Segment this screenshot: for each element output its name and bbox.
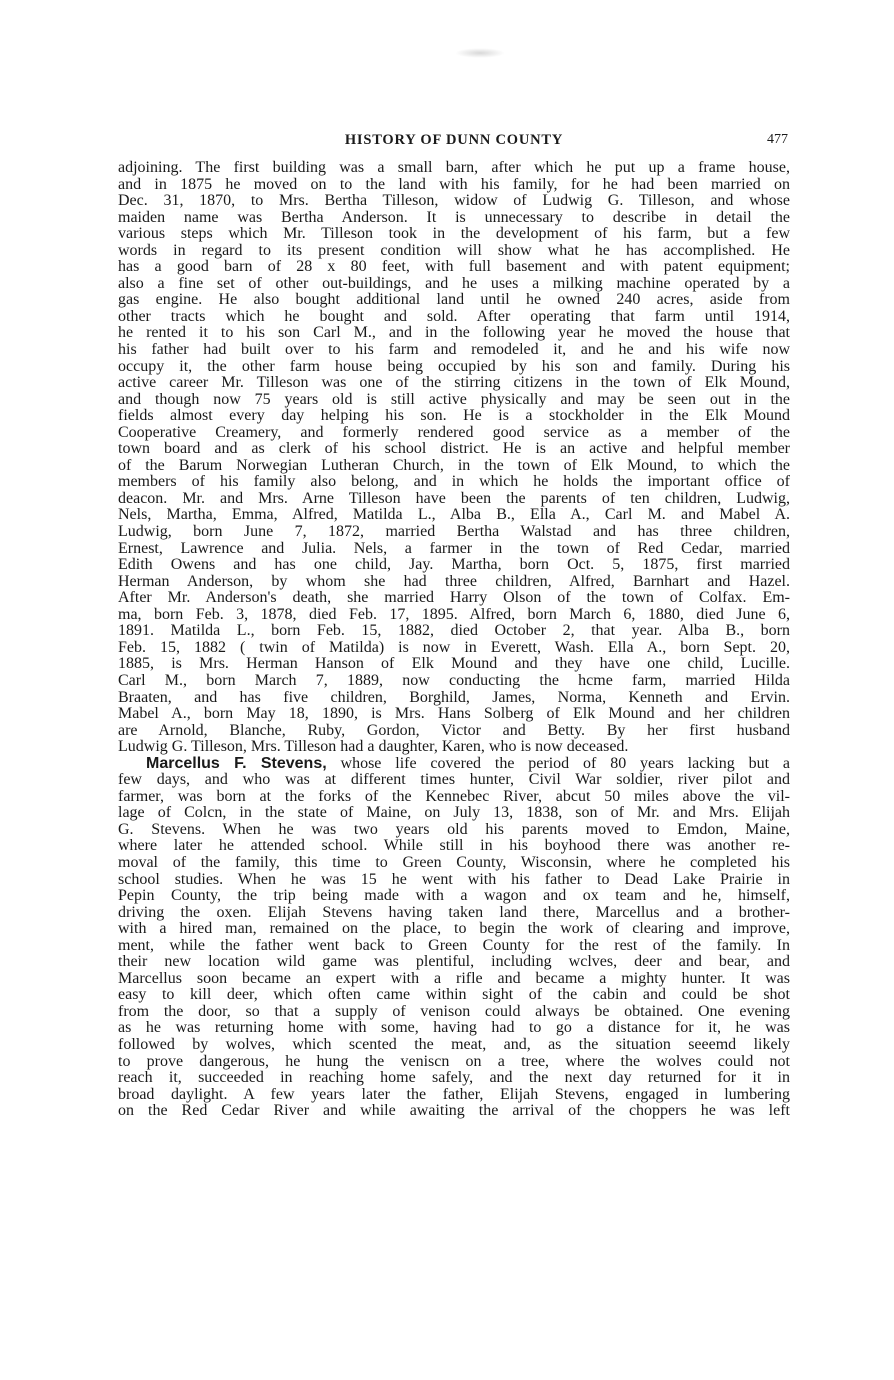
text-line: After Mr. Anderson's death, she married Harry Olson of the town of Colfax. Em-: [118, 589, 790, 607]
text-line: Pepin County, the trip being made with a wagon and ox team and he, himself,: [118, 887, 790, 905]
text-line: Carl M., born March 7, 1889, now conducting the hcme farm, married Hilda: [118, 671, 790, 689]
text-line: Edith Owens and has one child, Jay. Martha, born Oct. 5, 1875, first married: [118, 556, 790, 574]
text-line: Dec. 31, 1870, to Mrs. Bertha Tilleson, widow of Ludwig G. Tilleson, and whose: [118, 192, 790, 210]
text-line: deacon. Mr. and Mrs. Arne Tilleson have been the parents of ten children, Ludwig,: [118, 489, 790, 507]
text-line: adjoining. The first building was a small barn, after which he put up a frame house,: [118, 159, 790, 176]
text-line: maiden name was Bertha Anderson. It is unnecessary to describe in detail the: [118, 208, 790, 226]
text-line: Nels, Martha, Emma, Alfred, Matilda L., Alba B., Ella A., Carl M. and Mabel A.: [118, 506, 790, 524]
text-line: moval of the family, this time to Green County, Wisconsin, where he completed his: [118, 853, 790, 871]
text-line: Braaten, and has five children, Borghild, James, Norma, Kenneth and Ervin.: [118, 688, 790, 706]
page-header: [120, 132, 788, 154]
text-line: lage of Colcn, in the state of Maine, on July 13, 1838, son of Mr. and Mrs. Elijah: [118, 804, 790, 822]
scan-smudge: [455, 48, 505, 58]
text-line: where later he attended school. While still in his boyhood there was another re-: [118, 837, 790, 855]
text-line: are Arnold, Blanche, Ruby, Gordon, Victor and Betty. By her first husband: [118, 721, 790, 739]
text-line: Ludwig, born June 7, 1872, married Bertha Walstad and has three children,: [118, 523, 790, 541]
text-line: ma, born Feb. 3, 1878, died Feb. 17, 1895. Alfred, born March 6, 1880, died June 6,: [118, 605, 790, 623]
text-line: Ludwig G. Tilleson, Mrs. Tilleson had a daughter, Karen, who is now deceased.: [118, 738, 629, 756]
text-line: Marcellus soon became an expert with a rifle and became a mighty hunter. It was: [118, 969, 790, 987]
text-line: G. Stevens. When he was two years old his parents moved to Emdon, Maine,: [118, 820, 790, 838]
text-line: Herman Anderson, by whom she had three children, Alfred, Barnhart and Hazel.: [118, 572, 790, 590]
text-line: driving the oxen. Elijah Stevens having taken land there, Marcellus and a brother-: [118, 903, 790, 921]
text-line: Mabel A., born May 18, 1890, is Mrs. Hans Solberg of Elk Mound and her children: [118, 705, 790, 723]
text-line: his father had built over to his farm and remodeled it, and he and his wife now: [118, 341, 790, 359]
text-line: and though now 75 years old is still active physically and may be seen out in the: [118, 390, 790, 408]
body-text: [118, 160, 790, 1120]
text-line: from the door, so that a supply of venison could always be obtained. One evening: [118, 1002, 790, 1020]
text-line: and in 1875 he moved on to the land with his family, for he had been married on: [118, 175, 790, 193]
page-number: 477: [767, 132, 788, 147]
text-line: fields almost every day helping his son. He is a stockholder in the Elk Mound: [118, 407, 790, 425]
text-line: active career Mr. Tilleson was one of the stirring citizens in the town of Elk Mound,: [118, 374, 790, 392]
text-line: Feb. 15, 1882 ( twin of Matilda) is now in Everett, Wash. Ella A., born Sept. 20,: [118, 638, 790, 656]
stevens-paragraph: [118, 756, 790, 1120]
running-title: HISTORY OF DUNN COUNTY: [344, 132, 564, 148]
text-line: farmer, was born at the forks of the Kennebec River, abcut 50 miles above the vil-: [118, 787, 790, 805]
text-line: their new location wild game was plentiful, including wclves, deer and bear, and: [118, 953, 790, 971]
text-line: few days, and who was at different times hunter, Civil War soldier, river pilot and: [118, 771, 790, 789]
text-line: 1891. Matilda L., born Feb. 15, 1882, died October 2, that year. Alba B., born: [118, 622, 790, 640]
text-line: town board and as clerk of his school district. He is an active and helpful member: [118, 440, 790, 458]
text-line: to prove dangerous, he hung the veniscn on a tree, where the wolves could not: [118, 1052, 790, 1070]
text-line: has a good barn of 28 x 80 feet, with full basement and with patent equipment;: [118, 258, 790, 276]
biography-name: Marcellus F. Stevens,: [146, 754, 327, 772]
text-line: occupy it, the other farm house being occupied by his son and family. During his: [118, 357, 790, 375]
text-line: school studies. When he was 15 he went with his father to Dead Lake Prairie in: [118, 870, 790, 888]
text-line: members of his family also belong, and in which he holds the important office of: [118, 473, 790, 491]
text-line: broad daylight. A few years later the father, Elijah Stevens, engaged in lumbering: [118, 1085, 790, 1103]
text-line: 1885, is Mrs. Herman Hanson of Elk Mound and they have one child, Lucille.: [118, 655, 790, 673]
text-line: as he was returning home with some, having had to go a distance for it, he was: [118, 1019, 790, 1037]
text-line: with a hired man, remained on the place, to begin the work of clearing and improve,: [118, 920, 790, 938]
text-line: ment, while the father went back to Green County for the rest of the family. In: [118, 936, 790, 954]
text-line: he rented it to his son Carl M., and in the following year he moved the house that: [118, 324, 790, 342]
text-line: on the Red Cedar River and while awaiting the arrival of the choppers he was left: [118, 1102, 790, 1120]
text-line: Ernest, Lawrence and Julia. Nels, a farmer in the town of Red Cedar, married: [118, 539, 790, 557]
text-line: of the Barum Norwegian Lutheran Church, in the town of Elk Mound, to which the: [118, 456, 790, 474]
biography-first-line: whose life covered the period of 80 years lacking but a: [326, 754, 791, 772]
tilleson-paragraph: [118, 160, 790, 756]
text-line: words in regard to its present condition will show what he has accomplished. He: [118, 241, 790, 259]
text-line: reach it, succeeded in reaching home safely, and the next day returned for it in: [118, 1069, 790, 1087]
text-line: gas engine. He also bought additional land until he owned 240 acres, aside from: [118, 291, 790, 309]
text-line: various steps which Mr. Tilleson took in the development of his farm, but a few: [118, 225, 790, 243]
text-line: Cooperative Creamery, and formerly rendered good service as a member of the: [118, 423, 790, 441]
text-line: also a fine set of other out-buildings, and he uses a milking machine operated by a: [118, 274, 790, 292]
text-line: [118, 756, 790, 773]
text-line: easy to kill deer, which often came within sight of the cabin and could be shot: [118, 986, 790, 1004]
text-line: other tracts which he bought and sold. After operating that farm until 1914,: [118, 307, 790, 325]
text-line: followed by wolves, which scented the meat, and, as the situation seeemd likely: [118, 1035, 790, 1053]
